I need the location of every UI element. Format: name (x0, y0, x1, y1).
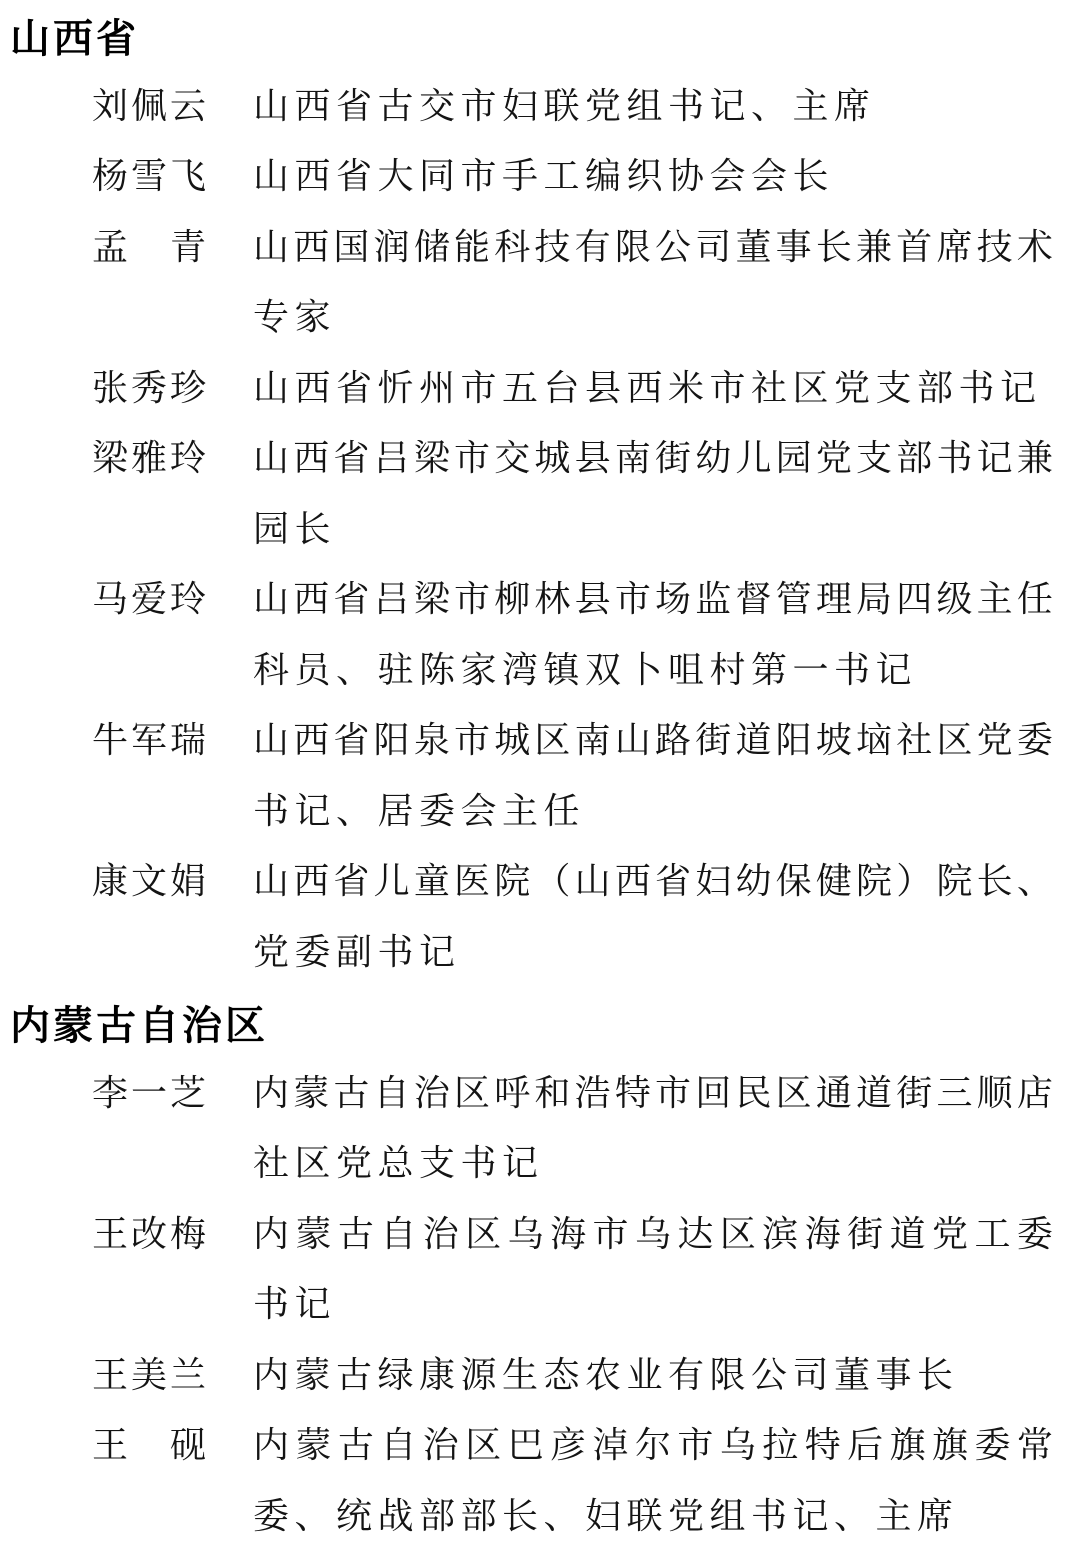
char: 李 (92, 1072, 129, 1113)
char: 牛 (92, 720, 129, 761)
char: 四 (896, 579, 933, 620)
char: 山 (253, 226, 290, 267)
entry-position-line: 山西省古交市妇联党组书记、主席 (253, 85, 876, 126)
char: 雪 (130, 156, 167, 197)
entry-continuation-row (0, 494, 1080, 565)
char: 省 (333, 861, 370, 902)
char: 山 (574, 861, 611, 902)
char: 山 (253, 861, 290, 902)
entry-position-line: 科员、驻陈家湾镇双卜咀村第一书记 (253, 649, 918, 690)
section-header-row (0, 0, 1080, 71)
char: 尔 (634, 1425, 671, 1466)
char: 吕 (373, 579, 410, 620)
entry-name (92, 579, 206, 620)
char: 垴 (856, 720, 893, 761)
char: 能 (454, 226, 491, 267)
char: 阳 (373, 720, 410, 761)
entry-row (0, 1058, 1080, 1129)
char: 西 (293, 720, 330, 761)
char: 道 (889, 1213, 926, 1254)
char: 监 (695, 579, 732, 620)
char: 县 (574, 579, 611, 620)
char: 院 (494, 861, 531, 902)
char: 董 (735, 226, 772, 267)
char: 坡 (815, 720, 852, 761)
char: 市 (614, 579, 651, 620)
entry-position-line (253, 861, 1053, 902)
char: ） (896, 861, 933, 902)
char: 玲 (169, 579, 206, 620)
char: 长 (815, 226, 852, 267)
char: 主 (976, 579, 1013, 620)
entry-name (92, 367, 206, 408)
char: 杨 (92, 156, 129, 197)
char: 拉 (762, 1425, 799, 1466)
char: 妇 (695, 861, 732, 902)
char: 瑞 (169, 720, 206, 761)
char: 县 (574, 438, 611, 479)
char: 、 (1016, 861, 1053, 902)
char: 海 (804, 1213, 841, 1254)
char: 城 (534, 438, 571, 479)
char: 飞 (169, 156, 206, 197)
section-title: 内蒙古自治区 (10, 1003, 268, 1048)
entry-position-line: 书记 (253, 1284, 337, 1325)
char: 梁 (413, 438, 450, 479)
char: 乌 (634, 1213, 671, 1254)
char: 呼 (494, 1072, 531, 1113)
char: 区 (465, 1213, 502, 1254)
char: 滨 (762, 1213, 799, 1254)
char: 西 (293, 438, 330, 479)
entry-name (92, 1354, 206, 1395)
char: 技 (534, 226, 571, 267)
char: 街 (695, 720, 732, 761)
char: 区 (454, 1072, 491, 1113)
char: 路 (655, 720, 692, 761)
char: 自 (380, 1425, 417, 1466)
char: 市 (454, 438, 491, 479)
char: 治 (422, 1213, 459, 1254)
char: 局 (856, 579, 893, 620)
char: 党 (976, 720, 1013, 761)
char: 院 (856, 861, 893, 902)
char: 阳 (775, 720, 812, 761)
char: 市 (454, 579, 491, 620)
char: 佩 (130, 85, 167, 126)
entry-row (0, 212, 1080, 283)
char: 内 (253, 1072, 290, 1113)
char: 马 (92, 579, 129, 620)
char: 娟 (169, 861, 206, 902)
char: 云 (169, 85, 206, 126)
entry-continuation-row (0, 776, 1080, 847)
entry-row (0, 141, 1080, 212)
char: 街 (896, 1072, 933, 1113)
char: 长 (976, 861, 1013, 902)
char: 林 (534, 579, 571, 620)
section-title: 山西省 (10, 16, 139, 61)
entry-name (92, 438, 206, 479)
char: 泉 (413, 720, 450, 761)
char: 委 (974, 1425, 1011, 1466)
char: 王 (92, 1213, 129, 1254)
char: 古 (337, 1425, 374, 1466)
char: 公 (655, 226, 692, 267)
char: 山 (253, 720, 290, 761)
char: 院 (936, 861, 973, 902)
char: 级 (936, 579, 973, 620)
char: 自 (373, 1072, 410, 1113)
char: 内 (253, 1213, 290, 1254)
char: 润 (373, 226, 410, 267)
char: 达 (677, 1213, 714, 1254)
char: 童 (413, 861, 450, 902)
entry-continuation-row (0, 282, 1080, 353)
char: 术 (1016, 226, 1053, 267)
entry-position-line: 委、统战部部长、妇联党组书记、主席 (253, 1495, 959, 1536)
char: 乌 (507, 1213, 544, 1254)
char: 委 (1016, 720, 1053, 761)
char: 西 (293, 579, 330, 620)
char: 梁 (413, 579, 450, 620)
char: 通 (815, 1072, 852, 1113)
char: 梁 (92, 438, 129, 479)
char: 古 (333, 1072, 370, 1113)
char: 工 (974, 1213, 1011, 1254)
char: 国 (333, 226, 370, 267)
char: 改 (130, 1213, 167, 1254)
char: 特 (614, 1072, 651, 1113)
char: 旗 (889, 1425, 926, 1466)
char: 科 (494, 226, 531, 267)
char: 巴 (507, 1425, 544, 1466)
char: 顺 (976, 1072, 1013, 1113)
char: 西 (614, 861, 651, 902)
char: 幼 (695, 438, 732, 479)
char: 限 (614, 226, 651, 267)
char: 交 (494, 438, 531, 479)
char: 雅 (130, 438, 167, 479)
entry-position-line (253, 1072, 1053, 1113)
entry-position-line: 社区党总支书记 (253, 1143, 544, 1184)
char: 兼 (1016, 438, 1053, 479)
entry-continuation-row (0, 1269, 1080, 1340)
char: 任 (1016, 579, 1053, 620)
char: 兼 (856, 226, 893, 267)
entry-name (92, 85, 206, 126)
entry-row (0, 353, 1080, 424)
char: 管 (775, 579, 812, 620)
entry-position-line: 专家 (253, 297, 337, 338)
char: 省 (333, 720, 370, 761)
entry-row (0, 846, 1080, 917)
char: 儿 (735, 438, 772, 479)
entry-name (92, 1213, 206, 1254)
char: 省 (655, 861, 692, 902)
entry-position-line (253, 720, 1053, 761)
char: 美 (130, 1354, 167, 1395)
char: 区 (775, 1072, 812, 1113)
entry-position-line: 党委副书记 (253, 931, 461, 972)
char: 首 (896, 226, 933, 267)
entry-row (0, 1199, 1080, 1270)
char: 治 (422, 1425, 459, 1466)
char: 海 (550, 1213, 587, 1254)
char: 柳 (494, 579, 531, 620)
char: 记 (976, 438, 1013, 479)
char: 常 (1016, 1425, 1053, 1466)
char: 蒙 (295, 1425, 332, 1466)
char: 乌 (719, 1425, 756, 1466)
char: 古 (337, 1213, 374, 1254)
char: （ (534, 861, 571, 902)
char: 场 (655, 579, 692, 620)
entry-position-line (253, 226, 1053, 267)
entry-row (0, 1410, 1080, 1481)
char: 回 (695, 1072, 732, 1113)
char: 市 (454, 720, 491, 761)
char: 文 (130, 861, 167, 902)
char: 市 (592, 1213, 629, 1254)
entry-name (92, 156, 206, 197)
entry-continuation-row (0, 1128, 1080, 1199)
char: 省 (333, 579, 370, 620)
char: 区 (465, 1425, 502, 1466)
char: 有 (574, 226, 611, 267)
char: 园 (775, 438, 812, 479)
char: 蒙 (293, 1072, 330, 1113)
entry-row (0, 564, 1080, 635)
char: 委 (1016, 1213, 1053, 1254)
char: 席 (936, 226, 973, 267)
char: 蒙 (295, 1213, 332, 1254)
entry-row (0, 705, 1080, 776)
char: 医 (454, 861, 491, 902)
char: 特 (804, 1425, 841, 1466)
char: 书 (936, 438, 973, 479)
entry-position-line: 山西省忻州市五台县西米市社区党支部书记 (253, 367, 1042, 408)
entry-name (92, 1425, 206, 1466)
char: 芝 (169, 1072, 206, 1113)
char: 秀 (130, 367, 167, 408)
char: 刘 (92, 85, 129, 126)
char: 儿 (373, 861, 410, 902)
char: 市 (677, 1425, 714, 1466)
char: 社 (896, 720, 933, 761)
char: 砚 (169, 1425, 206, 1466)
char: 彦 (550, 1425, 587, 1466)
section-header-row (0, 987, 1080, 1058)
char: 街 (655, 438, 692, 479)
char: 南 (574, 720, 611, 761)
char: 梅 (169, 1213, 206, 1254)
char: 玲 (169, 438, 206, 479)
char: 康 (92, 861, 129, 902)
entry-position-line (253, 579, 1053, 620)
char: 内 (253, 1425, 290, 1466)
char: 三 (936, 1072, 973, 1113)
entry-row (0, 1340, 1080, 1411)
char: 浩 (574, 1072, 611, 1113)
char: 民 (735, 1072, 772, 1113)
char: 市 (655, 1072, 692, 1113)
char: 兰 (169, 1354, 206, 1395)
char: 区 (719, 1213, 756, 1254)
char: 治 (413, 1072, 450, 1113)
entry-name (92, 861, 206, 902)
char: 南 (614, 438, 651, 479)
char: 事 (775, 226, 812, 267)
char: 淖 (592, 1425, 629, 1466)
char: 党 (815, 438, 852, 479)
entry-continuation-row (0, 635, 1080, 706)
entry-position-line: 园长 (253, 508, 337, 549)
char: 道 (735, 720, 772, 761)
char: 保 (775, 861, 812, 902)
char: 西 (293, 861, 330, 902)
char: 区 (534, 720, 571, 761)
entry-continuation-row (0, 917, 1080, 988)
char: 部 (896, 438, 933, 479)
char: 山 (253, 579, 290, 620)
entry-name (92, 1072, 206, 1113)
char: 督 (735, 579, 772, 620)
char: 幼 (735, 861, 772, 902)
entry-position-line (253, 1213, 1053, 1254)
char: 自 (380, 1213, 417, 1254)
entry-position-line (253, 438, 1053, 479)
char: 技 (976, 226, 1013, 267)
char: 青 (169, 226, 206, 267)
entry-position-line: 山西省大同市手工编织协会会长 (253, 156, 835, 197)
char: 爱 (130, 579, 167, 620)
char: 张 (92, 367, 129, 408)
entry-name (92, 226, 206, 267)
char: 城 (494, 720, 531, 761)
entry-position-line: 书记、居委会主任 (253, 790, 586, 831)
char: 司 (695, 226, 732, 267)
char: 珍 (169, 367, 206, 408)
entry-position-line (253, 1425, 1053, 1466)
char: 西 (293, 226, 330, 267)
entry-name (92, 720, 206, 761)
char: 王 (92, 1425, 129, 1466)
char: 一 (130, 1072, 167, 1113)
char: 理 (815, 579, 852, 620)
char: 省 (333, 438, 370, 479)
char: 店 (1016, 1072, 1053, 1113)
char: 党 (932, 1213, 969, 1254)
char: 道 (856, 1072, 893, 1113)
entry-continuation-row (0, 1481, 1080, 1552)
char: 后 (847, 1425, 884, 1466)
char: 孟 (92, 226, 129, 267)
char: 山 (614, 720, 651, 761)
char: 区 (936, 720, 973, 761)
char: 支 (856, 438, 893, 479)
char: 和 (534, 1072, 571, 1113)
entry-position-line: 内蒙古绿康源生态农业有限公司董事长 (253, 1354, 959, 1395)
char: 旗 (932, 1425, 969, 1466)
char: 吕 (373, 438, 410, 479)
char: 王 (92, 1354, 129, 1395)
char: 健 (815, 861, 852, 902)
entry-row (0, 71, 1080, 142)
char: 街 (847, 1213, 884, 1254)
char: 山 (253, 438, 290, 479)
char: 军 (130, 720, 167, 761)
char: 储 (413, 226, 450, 267)
entry-row (0, 423, 1080, 494)
